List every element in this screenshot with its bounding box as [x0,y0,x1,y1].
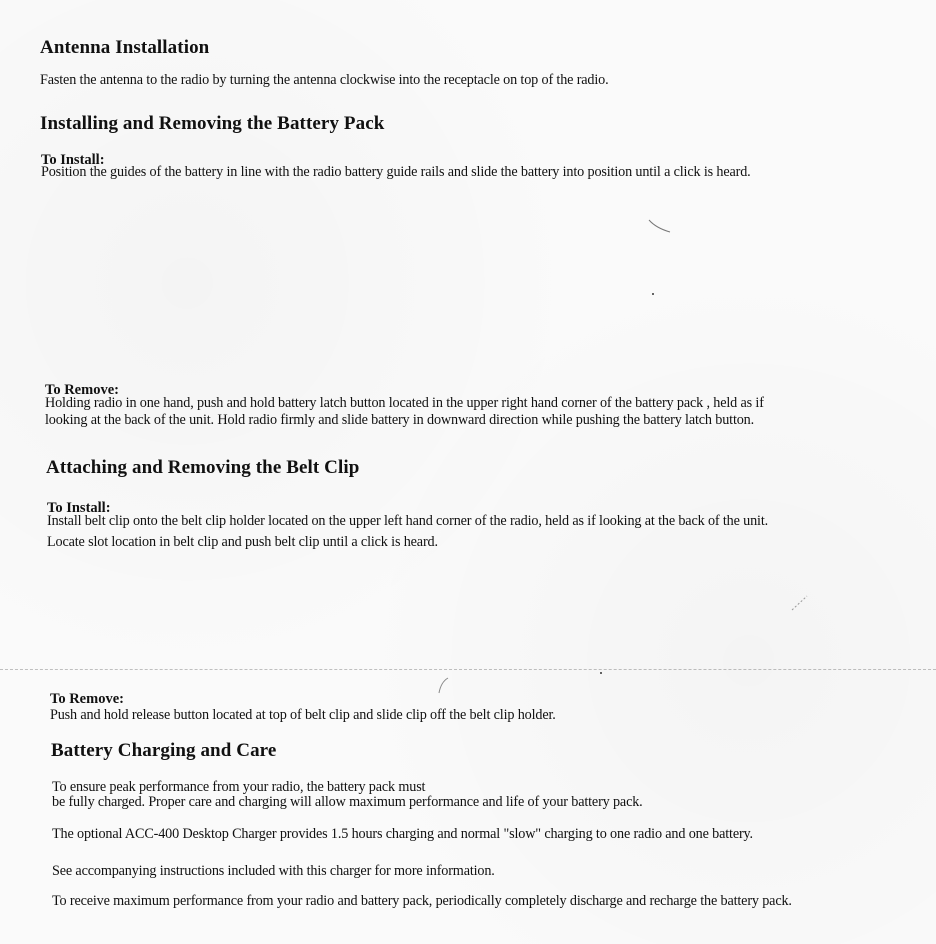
charging-heading: Battery Charging and Care [51,740,277,761]
charging-para-1-line-1: To ensure peak performance from your radio, the battery pack must [52,779,426,795]
battery-remove-line-2: looking at the back of the unit. Hold radio firmly and slide battery in downward direction while pushing the battery latch button. [45,412,755,428]
charging-para-3: See accompanying instructions included with this charger for more information. [52,863,495,879]
battery-install-text: Position the guides of the battery in line with the radio battery guide rails and slide the battery into position until a click is heard. [41,164,751,180]
scan-artifact-line [0,669,936,670]
scan-mark [790,594,810,612]
battery-install-label: To Install: [41,152,105,168]
battery-remove-label: To Remove: [45,382,119,398]
scan-mark [648,218,672,234]
belt-clip-heading: Attaching and Removing the Belt Clip [46,457,360,478]
belt-clip-remove-text: Push and hold release button located at top of belt clip and slide clip off the belt clip holder. [50,707,556,723]
scan-speck [652,293,654,295]
charging-para-4: To receive maximum performance from your radio and battery pack, periodically completely discharge and recharge the battery pack. [52,893,792,909]
antenna-heading: Antenna Installation [40,37,210,58]
belt-clip-install-label: To Install: [47,500,111,516]
charging-para-1-line-2: be fully charged. Proper care and charging will allow maximum performance and life of your battery pack. [52,794,643,810]
belt-clip-install-line-2: Locate slot location in belt clip and push belt clip until a click is heard. [47,534,438,550]
scan-mark [436,676,450,694]
belt-clip-install-line-1: Install belt clip onto the belt clip holder located on the upper left hand corner of the radio, held as if looking at the back of the unit. [47,513,769,529]
battery-remove-line-1: Holding radio in one hand, push and hold battery latch button located in the upper right hand corner of the battery pack , held as if [45,395,764,411]
battery-pack-heading: Installing and Removing the Battery Pack [40,113,385,134]
charging-para-2: The optional ACC-400 Desktop Charger provides 1.5 hours charging and normal "slow" charging to one radio and one battery. [52,826,753,842]
belt-clip-remove-label: To Remove: [50,691,124,707]
antenna-text: Fasten the antenna to the radio by turning the antenna clockwise into the receptacle on top of the radio. [40,72,609,88]
scan-speck [600,672,602,674]
